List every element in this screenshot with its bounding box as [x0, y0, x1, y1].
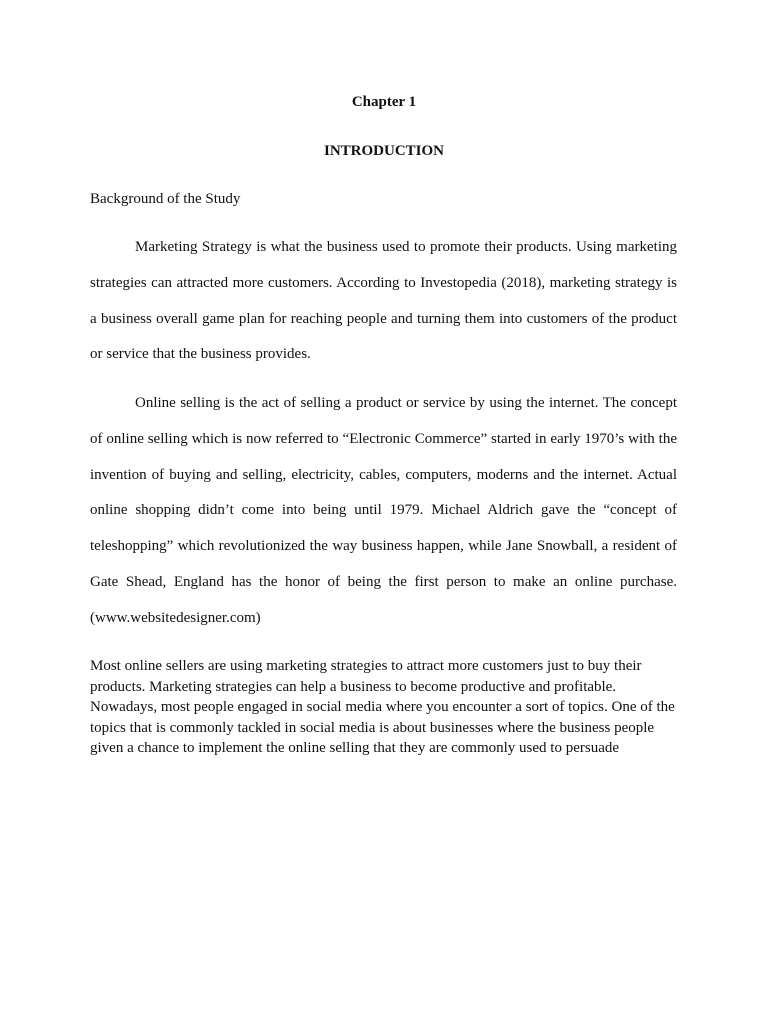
paragraph-online-selling: Online selling is the act of selling a product or service by using the internet. The concept of online selling which is now referred to “Electronic Commerce” started in early 1970’s with the invention of buying and selling, electricity, cables, computers, moderns and the internet. Actual online shopping didn’t come into being until 1979. Michael Aldrich gave the “concept of teleshopping” which revolutionized the way business happen, while Jane Snowball, a resident of Gate Shead, England has the honor of being the first person to make an online purchase. (www.websitedesigner.com) — [90, 395, 677, 626]
paragraph-marketing-strategy: Marketing Strategy is what the business used to promote their products. Using marketing strategies can attracted more customers. According to Investopedia (2018), marketing strategy is a business overall game plan for reaching people and turning them into customers of the product or service that the business provides. — [90, 239, 677, 363]
section-title: INTRODUCTION — [323, 143, 444, 159]
paragraph-online-sellers: Most online sellers are using marketing strategies to attract more customers just to buy their products. Marketing strategies can help a business to become productive and profitable. Nowadays, most people engaged in social media where you encounter a sort of topics. One of the topics that is commonly tackled in social media is about businesses where the business people given a chance to implement the online selling that they are commonly used to persuade — [90, 658, 675, 756]
chapter-heading: Chapter 1 — [351, 94, 417, 110]
subheading: Background of the Study — [90, 191, 241, 207]
